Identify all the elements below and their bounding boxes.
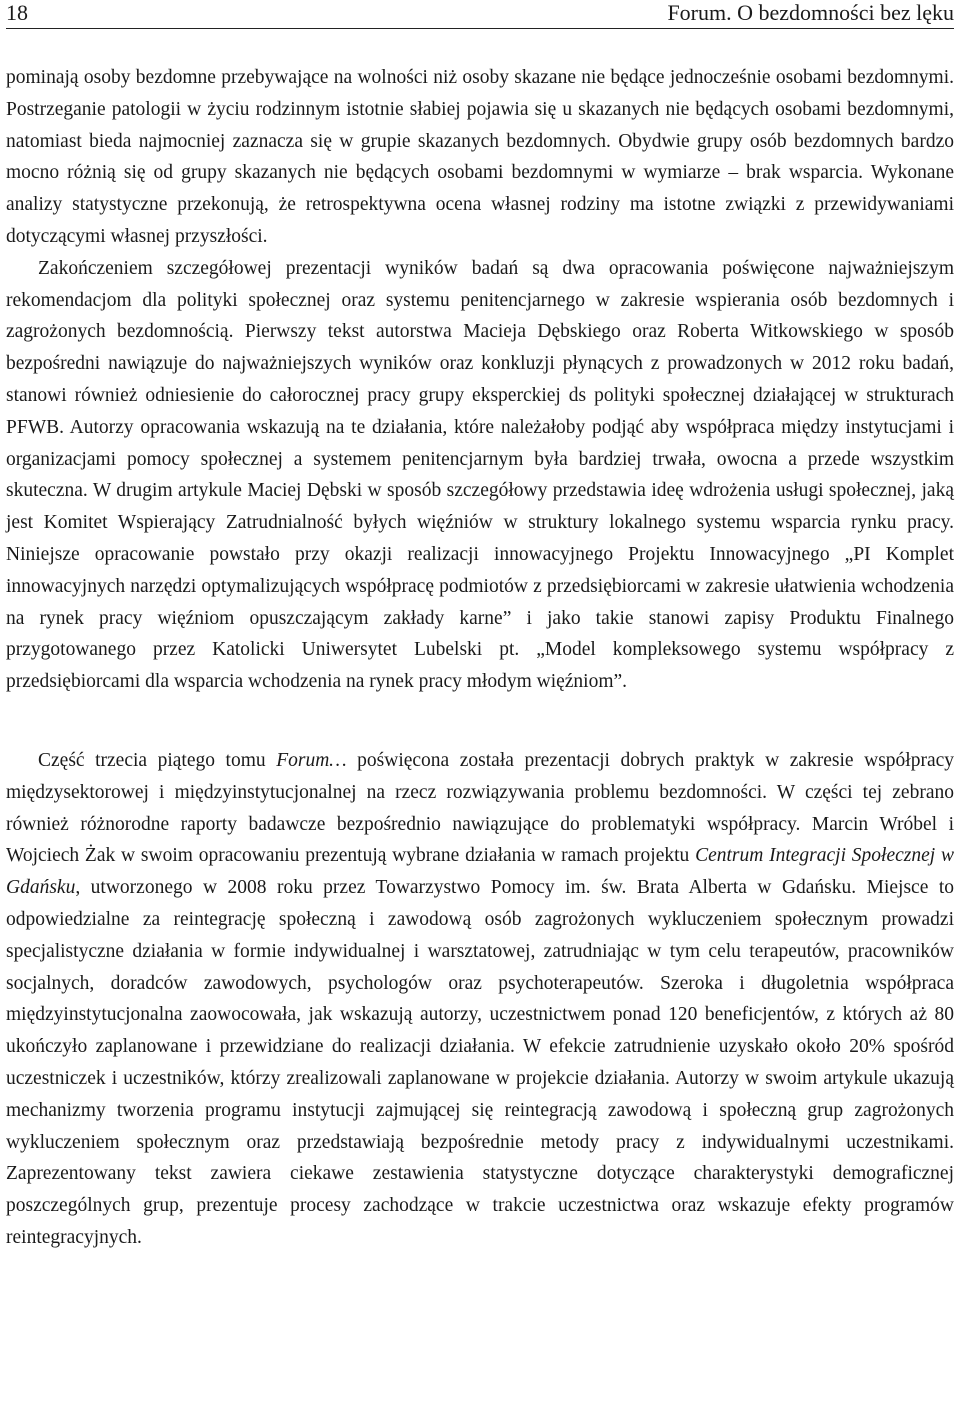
paragraph: [6, 253, 954, 698]
paragraph-text: Część trzecia piątego tomu: [38, 749, 277, 771]
paragraph-text: , utworzonego w 2008 roku przez Towarzystwo Pomocy im. św. Brata Alberta w Gdańsku. Miejsce to odpowiedzialne za reintegrację społeczną i zawodową osób zagrożonych wykluczeniem społecznym prowadzi specjalistyczne działania w formie indywidualnej i warsztatowej, zatrudniając w tym celu terapeutów, pracowników socjalnych, doradców zawodowych, psychologów oraz psychoterapeutów. Szeroka i długoletnia współpraca międzyinstytucjonalna zaowocowała, jak wskazują autorzy, uczestnictwem ponad 120 beneficjentów, z których aż 80 ukończyło zaplanowane i przewidziane do realizacji działania. W efekcie zatrudnienie uzyskało około 20% spośród uczestniczek i uczestników, którzy zrealizowali zaplanowane w projekcie działania. Autorzy w swoim artykule ukazują mechanizmy tworzenia programu instytucji zajmującej się reintegracją zawodową i społeczną grup zagrożonych wykluczeniem społecznym oraz przedstawiają bezpośrednie metody pracy z indywidualnymi uczestnikami. Zaprezentowany tekst zawiera ciekawe zestawienia statystyczne dotyczące charakterystyki demograficznej poszczególnych grup, prezentuje procesy zachodzące w trakcie uczestnictwa oraz wskazuje efekty programów reintegracyjnych.: [6, 877, 954, 1248]
paragraph: [6, 62, 954, 253]
paragraph-text: Zakończeniem szczegółowej prezentacji wyników badań są dwa opracowania poświęcone najważniejszym rekomendacjom dla polityki społecznej oraz systemu penitencjarnego w zakresie wspierania osób bezdomnych i zagrożonych bezdomnością. Pierwszy tekst autorstwa Macieja Dębskiego oraz Roberta Witkowskiego w sposób bezpośredni nawiązuje do najważniejszych wyników oraz konkluzji płynących z prowadzonych w 2012 roku badań, stanowi również odniesienie do całorocznej pracy grupy eksperckiej ds polityki społecznej działającej w strukturach PFWB. Autorzy opracowania wskazują na te działania, które należałoby podjąć aby współpraca między instytucjami i organizacjami pomocy społecznej a systemem penitencjarnym była bardziej trwała, owocna a przede wszystkim skuteczna. W drugim artykule Maciej Dębski w sposób szczegółowy przedstawia ideę wdrożenia usługi społecznej, jaką jest Komitet Wspierający Zatrudnialność byłych więźniów w struktury lokalnego systemu wsparcia rynku pracy. Niniejsze opracowanie powstało przy okazji realizacji innowacyjnego Projektu Innowacyjnego „PI Komplet innowacyjnych narzędzi optymalizujących współpracę podmiotów z przedsiębiorcami w zakresie ułatwienia wchodzenia na rynek pracy więźniom opuszczającym zakłady karne” i jako takie stanowi zapisy Produktu Finalnego przygotowanego przez Katolicki Uniwersytet Lubelski pt. „Model kompleksowego systemu współpracy z przedsiębiorcami dla wsparcia wchodzenia na rynek pracy młodym więźniom”.: [6, 257, 954, 693]
running-header: [6, 0, 954, 29]
running-title: Forum. O bezdomności bez lęku: [667, 0, 954, 25]
page-number: 18: [6, 0, 28, 25]
paragraph-text: pominają osoby bezdomne przebywające na wolności niż osoby skazane nie będące jednocześnie osobami bezdomnymi. Postrzeganie patologii w życiu rodzinnym istotnie słabiej pojawia się u skazanych nie będących osobami bezdomnymi, natomiast bieda najmocniej zaznacza się w grupie skazanych bezdomnych. Obydwie grupy osób bezdomnych bardzo mocno różnią się od grupy skazanych nie będących osobami bezdomnymi w wymiarze – brak wsparcia. Wykonane analizy statystyczne przekonują, że retrospektywna ocena własnej rodziny ma istotne związki z przewidywaniami dotyczącymi własnej przyszłości.: [6, 67, 954, 247]
journal-title-italic: Forum…: [276, 749, 347, 771]
paragraph: [6, 745, 954, 1254]
paragraph-text: poświęcona została prezentacji dobrych praktyk w zakresie współpracy międzysektorowej i międzyinstytucjonalnej na rzecz rozwiązywania problemu bezdomności. W części tej zebrano również różnorodne raporty badawcze bezpośrednio nawiązujące do problematyki współpracy. Marcin Wróbel i Wojciech Żak w swoim opracowaniu prezentują wybrane działania w ramach projektu: [6, 749, 954, 867]
body-text: [6, 62, 954, 1254]
project-name-italic: Centrum Integracji Społecznej w Gdańsku: [6, 845, 954, 899]
